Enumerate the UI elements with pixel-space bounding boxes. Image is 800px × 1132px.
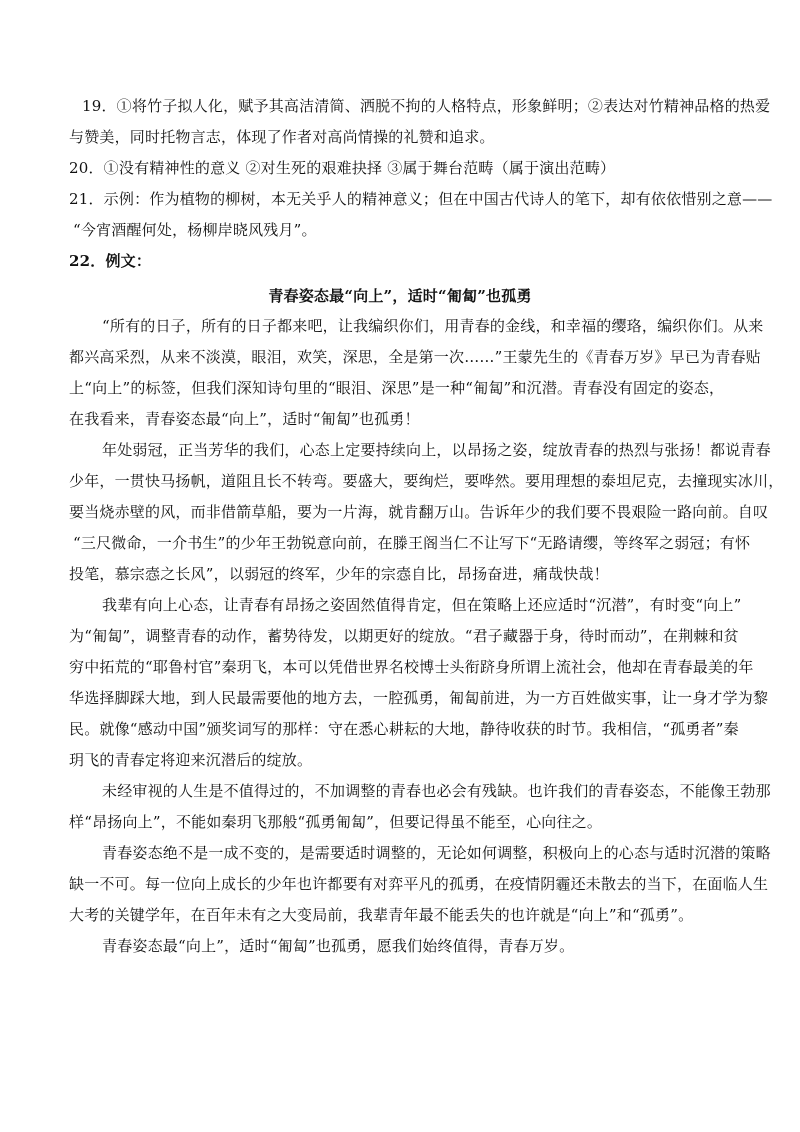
answer-19-line-2: 与赞美，同时托物言志，体现了作者对高尚情操的礼赞和追求。 <box>69 128 495 146</box>
essay-line: 青春姿态最“向上”，适时“匍匐”也孤勇，愿我们始终值得，青春万岁。 <box>102 937 575 955</box>
essay-line: 大考的关键学年，在百年未有之大变局前，我辈青年最不能丢失的也许就是“向上”和“孤勇”。 <box>69 906 694 924</box>
essay-line: 未经审视的人生是不值得过的，不加调整的青春也必会有残缺。也许我们的青春姿态，不能像王勃那 <box>102 782 771 800</box>
essay-line: 上“向上”的标签，但我们深知诗句里的“眼泪、深思”是一种“匍匐”和沉潜。青春没有固定的姿态， <box>69 379 725 397</box>
answer-21-line-2: “今宵酒醒何处，杨柳岸晓风残月”。 <box>73 221 317 239</box>
essay-line: 为“匍匐”，调整青春的动作，蓄势待发，以期更好的绽放。“君子藏器于身，待时而动”，在荆棘和贫 <box>69 627 739 645</box>
answer-21-line-1: 21．示例：作为植物的柳树，本无关乎人的精神意义；但在中国古代诗人的笔下，却有依依惜别之意—— <box>69 190 773 208</box>
essay-line: 民。就像“感动中国”颁奖词写的那样：守在悉心耕耘的大地，静待收获的时节。我相信，“孤勇者”秦 <box>69 720 739 738</box>
essay-line: 投笔，慕宗悫之长风”，以弱冠的终军，少年的宗悫自比，昂扬奋进，痛哉快哉！ <box>69 565 609 583</box>
essay-line: 缺一不可。每一位向上成长的少年也许都要有对弈平凡的孤勇，在疫情阴霾还未散去的当下，在面临人生 <box>69 875 769 893</box>
essay-line: 要当烧赤壁的风，而非借箭草船，要为一片海，就肯翻万山。告诉年少的我们要不畏艰险一路向前。自叹 <box>69 503 769 521</box>
essay-line: 穷中拓荒的“耶鲁村官”秦玥飞，本可以凭借世界名校博士头衔跻身所谓上流社会，他却在青春最美的年 <box>69 658 754 676</box>
essay-line: 华选择脚踩大地，到人民最需要他的地方去，一腔孤勇，匍匐前进，为一方百姓做实事，让一身才学为黎 <box>69 689 769 707</box>
essay-line: 少年，一贯快马扬帆，道阻且长不转弯。要盛大，要绚烂，要哗然。要用理想的泰坦尼克，去撞现实冰川， <box>69 472 784 490</box>
answer-19-line-1: 19．①将竹子拟人化，赋予其高洁清简、洒脱不拘的人格特点，形象鲜明；②表达对竹精神品格的热爱 <box>82 97 771 115</box>
essay-line: 年处弱冠，正当芳华的我们，心态上定要持续向上，以昂扬之姿，绽放青春的热烈与张扬！都说青春 <box>102 441 771 459</box>
answer-20-line-1: 20．①没有精神性的意义 ②对生死的艰难抉择 ③属于舞台范畴（属于演出范畴） <box>69 159 616 177</box>
essay-line: 在我看来，青春姿态最“向上”，适时“匍匐”也孤勇！ <box>69 410 420 428</box>
essay-line: 我辈有向上心态，让青春有昂扬之姿固然值得肯定，但在策略上还应适时“沉潜”，有时变“向上” <box>102 596 742 614</box>
essay-title: 青春姿态最“向上”，适时“匍匐”也孤勇 <box>268 287 532 305</box>
essay-line: 样“昂扬向上”，不能如秦玥飞那般“孤勇匍匐”，但要记得虽不能至，心向往之。 <box>69 813 603 831</box>
essay-line: 青春姿态绝不是一成不变的，是需要适时调整的，无论如何调整，积极向上的心态与适时沉潜的策略 <box>102 844 771 862</box>
essay-line: “三尺微命，一介书生”的少年王勃锐意向前，在滕王阁当仁不让写下“无路请缨，等终军之弱冠；有怀 <box>73 534 751 552</box>
essay-line: “所有的日子，所有的日子都来吧，让我编织你们，用青春的金线，和幸福的缨珞，编织你们。从来 <box>102 317 764 335</box>
essay-line: 玥飞的青春定将迎来沉潜后的绽放。 <box>69 751 313 769</box>
answer-22-label: 22．例文： <box>69 252 152 270</box>
essay-line: 都兴高采烈，从来不淡漠，眼泪，欢笑，深思，全是第一次……”王蒙先生的《青春万岁》早已为青春贴 <box>69 348 761 366</box>
